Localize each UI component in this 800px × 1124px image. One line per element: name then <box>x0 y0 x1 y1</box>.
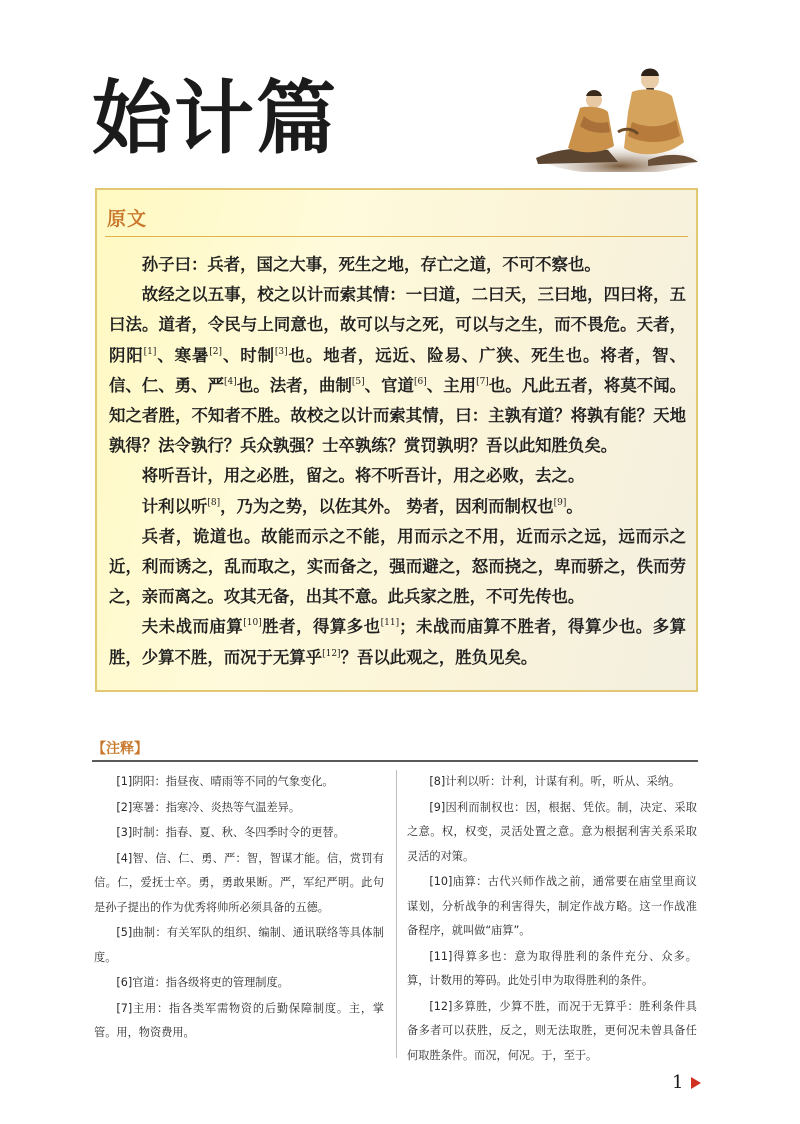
note-item: [6]官道：指各级将吏的管理制度。 <box>116 976 289 989</box>
note-ref-8: [8] <box>207 497 221 508</box>
note-item: [9]因利而制权也：因，根据、凭依。制，决定、采取之意。权，权变，灵活处置之意。意为根据利害关系采取灵活的对策。 <box>407 800 697 863</box>
note-ref-12: [12] <box>322 648 341 659</box>
note-ref-1: [1] <box>143 346 157 357</box>
text-span: 也。凡此五者，将莫不闻。知之者胜，不知者不胜。故校之以计而索其情，曰：主孰有道？将孰有能？天地孰得？法令孰行？兵众孰强？士卒孰练？赏罚孰明？吾以此知胜负矣。 <box>109 375 687 456</box>
note-item: [8]计利以听：计利，计谋有利。听，听从、采纳。 <box>429 775 681 788</box>
note-item: [4]智、信、仁、勇、严：智，智谋才能。信，赏罚有信。仁，爱抚士卒。勇，勇敢果断。严，军纪严明。此句是孙子提出的作为优秀将帅所必须具备的五德。 <box>94 851 384 914</box>
paragraph-1: 孙子曰：兵者，国之大事，死生之地，存亡之道，不可不察也。 <box>141 255 601 274</box>
note-ref-9: [9] <box>553 497 567 508</box>
notes-right-column <box>407 770 697 1069</box>
text-span: 胜者，得算多也 <box>261 617 381 637</box>
notes-left-column <box>94 770 384 1047</box>
note-ref-11: [11] <box>380 618 400 629</box>
note-item: [10]庙算：古代兴师作战之前，通常要在庙堂里商议谋划，分析战争的利害得失，制定作战方略。这一作战准备程序，就叫做“庙算”。 <box>407 875 697 937</box>
text-span: 也。地者，远近、险易、广狭、死生也。将者，智、信、仁、勇、严 <box>109 345 687 395</box>
next-arrow-icon <box>691 1077 701 1089</box>
note-ref-2: [2] <box>209 346 223 357</box>
text-span: 故经之以五事，校之以计而索其情：一曰道，二曰天，三曰地，四曰将，五曰法。道者，令民与上同意也，故可以与之死，可以与之生，而不畏危。天者，阴阳 <box>109 285 686 365</box>
note-ref-3: [3] <box>274 346 288 357</box>
text-span: ，乃为之势，以佐其外。 势者，因利而制权也 <box>220 496 554 516</box>
text-span: 、寒暑 <box>156 345 210 365</box>
note-ref-5: [5] <box>351 376 365 387</box>
text-span: ？吾以此观之，胜负见矣。 <box>340 647 538 667</box>
sages-illustration-icon <box>528 62 700 172</box>
notes-divider <box>92 760 698 762</box>
note-item: [5]曲制：有关军队的组织、编制、通讯联络等具体制度。 <box>94 926 384 964</box>
note-item: [2]寒暑：指寒冷、炎热等气温差异。 <box>116 800 301 814</box>
original-text-body <box>109 250 686 673</box>
text-span: 、主用 <box>426 375 477 395</box>
heading-divider <box>105 236 688 237</box>
note-item: [1]阴阳：指昼夜、晴雨等不同的气象变化。 <box>116 775 334 788</box>
page-number: 1 <box>672 1072 684 1093</box>
original-text-heading: 原文 <box>107 208 148 230</box>
text-span: 、时制 <box>222 345 275 365</box>
text-span: 计利以听 <box>141 496 208 516</box>
note-item: [7]主用：指各类军需物资的后勤保障制度。主，掌管。用，物资费用。 <box>94 1001 384 1039</box>
text-span: 、官道 <box>364 375 414 395</box>
column-divider <box>396 770 397 1058</box>
note-item: [11]得算多也：意为取得胜利的条件充分、众多。算，计数用的筹码。此处引申为取得胜利的条件。 <box>407 949 697 987</box>
note-item: [12]多算胜，少算不胜，而况于无算乎：胜利条件具备多者可以获胜，反之，则无法取胜，更何况未曾具备任何取胜条件。而况，何况。于，至于。 <box>407 999 697 1062</box>
note-item: [3]时制：指春、夏、秋、冬四季时令的更替。 <box>116 826 345 839</box>
note-ref-7: [7] <box>476 376 489 387</box>
text-span: 也。法者，曲制 <box>236 375 352 395</box>
paragraph-3: 将听吾计，用之必胜，留之。将不听吾计，用之必败，去之。 <box>141 466 585 486</box>
original-text-box <box>95 188 698 692</box>
note-ref-4: [4] <box>224 376 237 387</box>
notes-heading: 【注释】 <box>92 741 148 757</box>
note-ref-6: [6] <box>413 376 427 387</box>
text-span: ；未战而庙算不胜者，得算少也。多算胜，少算不胜，而况于无算乎 <box>109 617 687 667</box>
paragraph-4 <box>109 492 686 522</box>
paragraph-5: 兵者，诡道也。故能而示之不能，用而示之不用，近而示之远，远而示之近，利而诱之，乱而取之，实而备之，强而避之，怒而挠之，卑而骄之，佚而劳之，亲而离之。攻其无备，出其不意。此兵家之胜，不可先传也。 <box>109 526 686 607</box>
text-span: 夫未战而庙算 <box>141 617 244 637</box>
paragraph-6 <box>109 612 686 672</box>
paragraph-2 <box>109 280 686 461</box>
text-span: 。 <box>566 496 583 516</box>
note-ref-10: [10] <box>243 618 262 629</box>
chapter-title: 始计篇 <box>92 71 338 165</box>
